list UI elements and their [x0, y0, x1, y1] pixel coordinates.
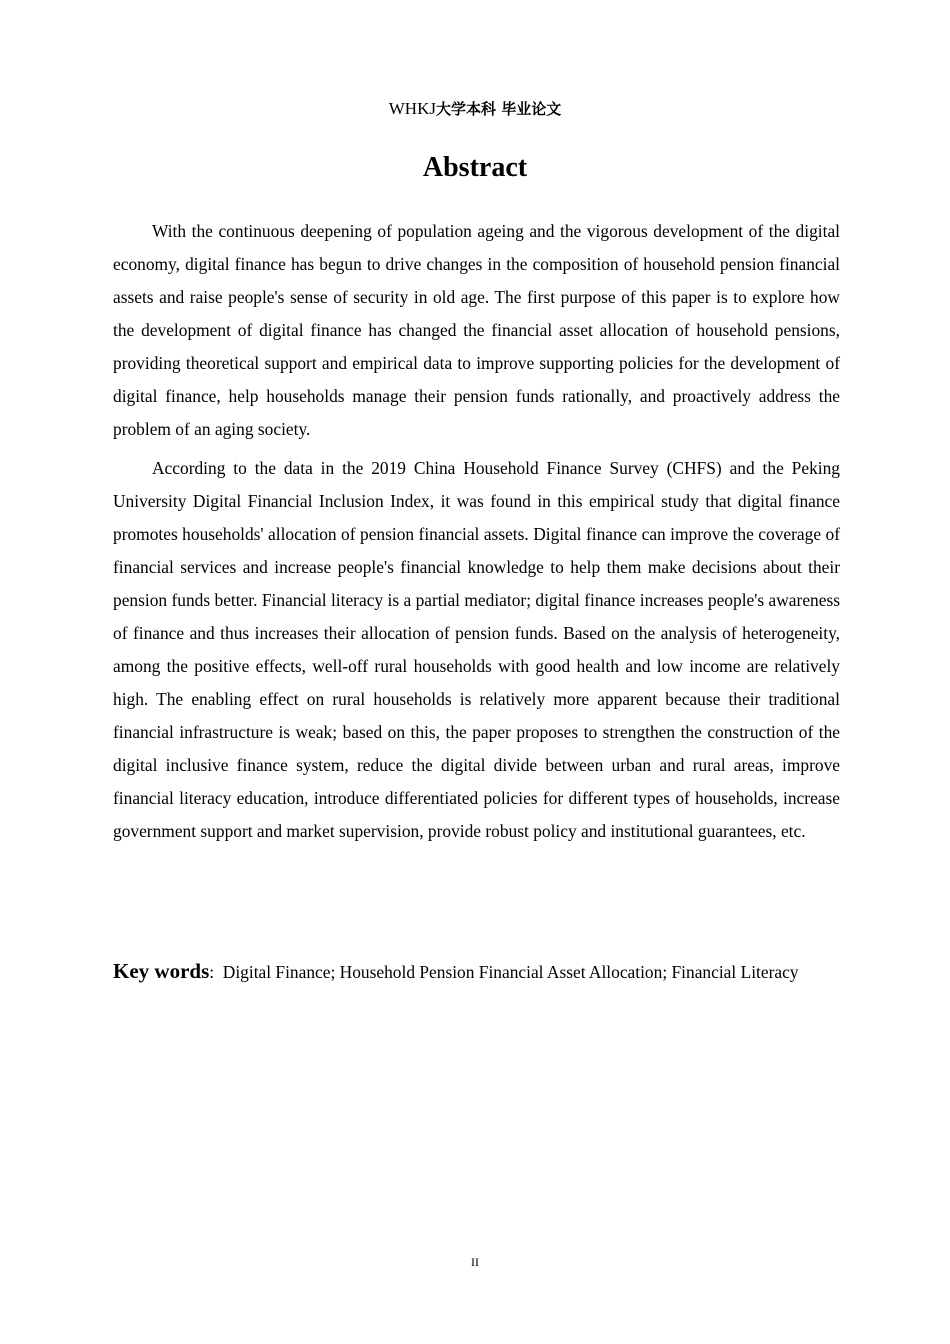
keywords-text: Digital Finance; Household Pension Financial Asset Allocation; Financial Literacy [222, 962, 799, 982]
abstract-paragraph-1: With the continuous deepening of population ageing and the vigorous development of the digital economy, digital finance has begun to drive changes in the composition of household pension financial assets and raise people's sense of security in old age. The first purpose of this paper is to explore how the development of digital finance has changed the financial asset allocation of household pensions, providing theoretical support and empirical data to improve supporting policies for the development of digital finance, help households manage their pension funds rationally, and proactively address the problem of an aging society. [113, 221, 840, 439]
header-prefix: WHKJ [388, 99, 436, 118]
page-header [0, 97, 950, 121]
header-chinese-title: 大学本科 毕业论文 [435, 100, 562, 118]
page-number: II [471, 1255, 479, 1269]
abstract-paragraph-2: According to the data in the 2019 China Household Finance Survey (CHFS) and the Peking University Digital Financial Inclusion Index, it was found in this empirical study that digital finance promotes households' allocation of pension financial assets. Digital finance can improve the coverage of financial services and increase people's financial knowledge to help them make decisions about their pension funds better. Financial literacy is a partial mediator; digital finance increases people's awareness of finance and thus increases their allocation of pension funds. Based on the analysis of heterogeneity, among the positive effects, well-off rural households with good health and low income are relatively high. The enabling effect on rural households is relatively more apparent because their traditional financial infrastructure is weak; based on this, the paper proposes to strengthen the construction of the digital inclusive finance system, reduce the digital divide between urban and rural areas, improve financial literacy education, introduce differentiated policies for different types of households, increase government support and market supervision, provide robust policy and institutional guarantees, etc. [113, 458, 840, 841]
abstract-body [113, 215, 840, 854]
keywords-label: Key words [113, 959, 210, 983]
abstract-title: Abstract [422, 152, 528, 183]
keywords-line [113, 954, 840, 990]
keywords-separator: : [209, 962, 223, 982]
